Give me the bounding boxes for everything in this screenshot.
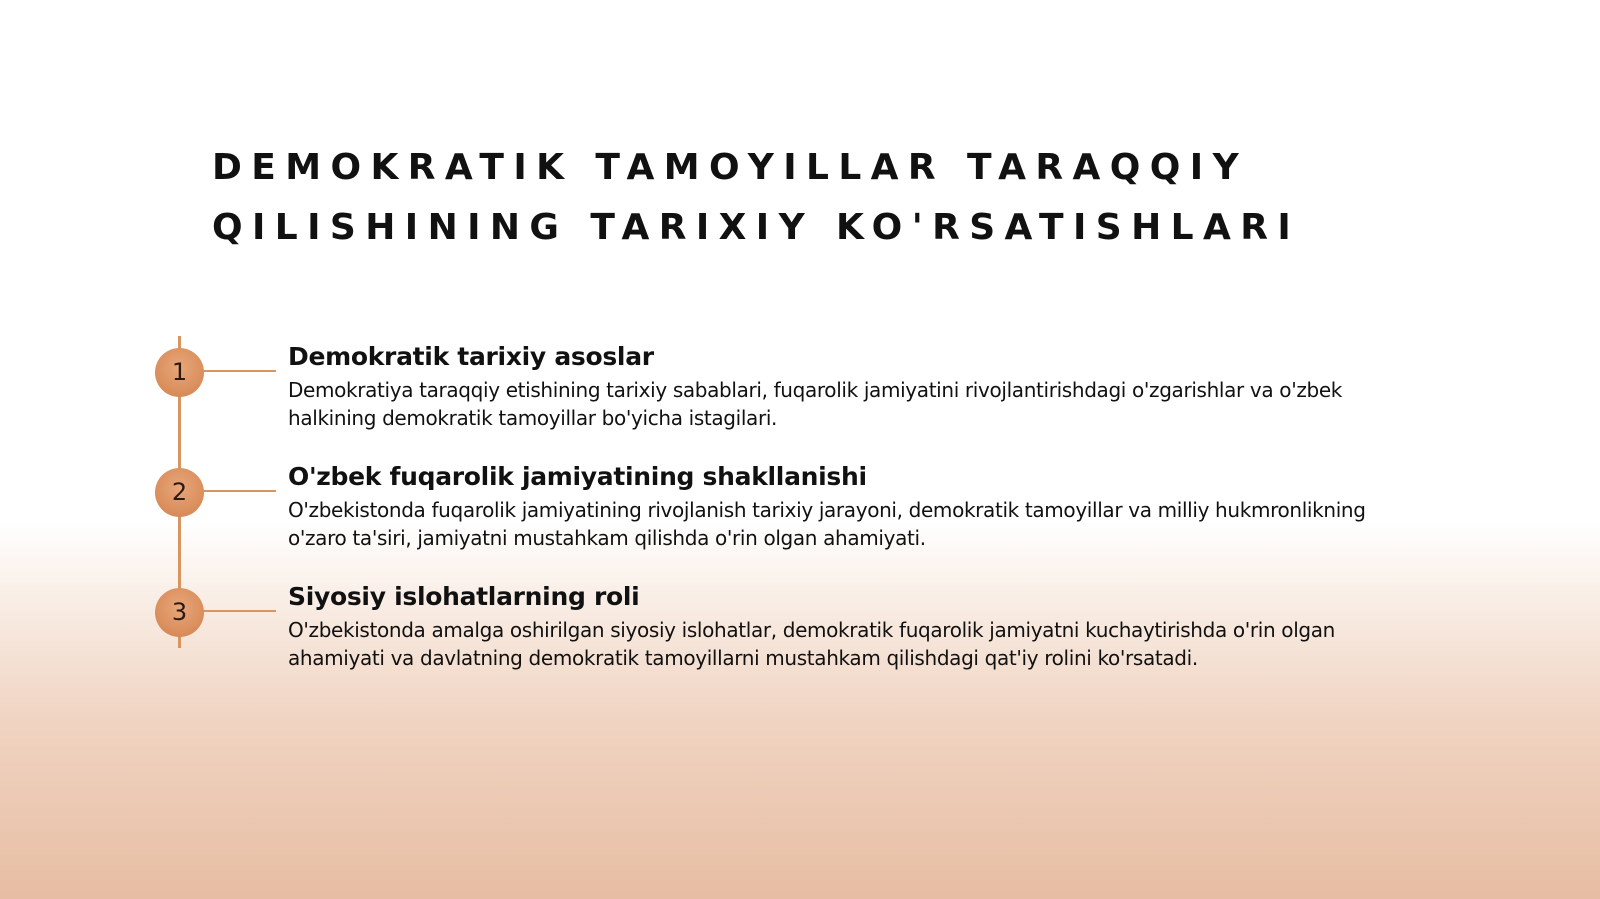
timeline-item-3 (288, 581, 1428, 672)
timeline-connector-2 (200, 490, 276, 492)
timeline-item-description: Demokratiya taraqqiy etishining tarixiy sabablari, fuqarolik jamiyatini rivojlantirishdagi o'zgarishlar va o'zbek halkining demokratik tamoyillar bo'yicha istagilari. (288, 378, 1343, 430)
timeline-item-2 (288, 461, 1428, 552)
slide-title-line-2: QILISHINING TARIXIY KO'RSATISHLARI (212, 207, 1301, 248)
timeline-marker-2: 2 (155, 468, 204, 517)
slide-title-line-1: DEMOKRATIK TAMOYILLAR TARAQQIY (212, 147, 1249, 188)
timeline-marker-1: 1 (155, 348, 204, 397)
timeline-item-title: O'zbek fuqarolik jamiyatining shakllanishi (288, 462, 867, 491)
timeline-item-description: O'zbekistonda amalga oshirilgan siyosiy islohatlar, demokratik fuqarolik jamiyatni kuchaytirishda o'rin olgan ahamiyati va davlatning demokratik tamoyillarni mustahkam qilishdagi qat'iy rolini ko'rsatadi. (288, 618, 1335, 670)
timeline-item-1 (288, 341, 1428, 432)
timeline-item-title: Siyosiy islohatlarning roli (288, 582, 640, 611)
timeline-connector-3 (200, 610, 276, 612)
timeline-marker-3: 3 (155, 588, 204, 637)
timeline-item-description: O'zbekistonda fuqarolik jamiyatining rivojlanish tarixiy jarayoni, demokratik tamoyillar va milliy hukmronlikning o'zaro ta'siri, jamiyatni mustahkam qilishda o'rin olgan ahamiyati. (288, 498, 1366, 550)
timeline-connector-1 (200, 370, 276, 372)
timeline-item-title: Demokratik tarixiy asoslar (288, 342, 654, 371)
